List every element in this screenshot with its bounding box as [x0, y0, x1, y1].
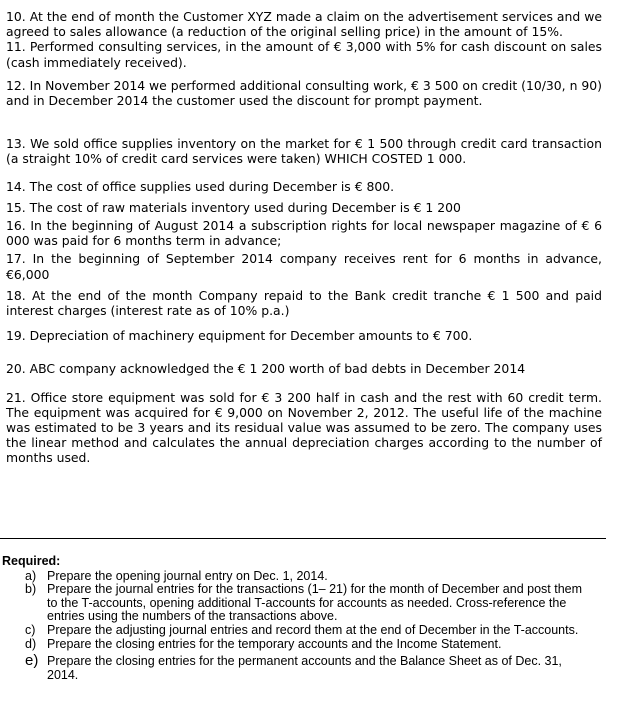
transaction-19: 19. Depreciation of machinery equipment for December amounts to € 700.: [6, 328, 473, 344]
required-item-a: [2, 570, 602, 584]
required-item-d: [2, 638, 602, 652]
transaction-14: 14. The cost of office supplies used during December is € 800.: [6, 178, 395, 194]
transaction-13: 13. We sold office supplies inventory on the market for € 1 500 through credit card transaction (a straight 10% of credit card services were taken) WHICH COSTED 1 000.: [6, 136, 602, 167]
required-item-text: Prepare the closing entries for the temporary accounts and the Income Statement.: [47, 636, 502, 651]
transaction-list: [6, 9, 602, 466]
transaction-11: 11. Performed consulting services, in the amount of € 3,000 with 5% for cash discount on sales (cash immediately received).: [6, 39, 602, 70]
required-item-letter: e): [25, 652, 39, 670]
transaction-18: 18. At the end of the month Company repaid to the Bank credit tranche € 1 500 and paid interest charges (interest rate as of 10% p.a.): [6, 287, 602, 319]
transaction-16: 16. In the beginning of August 2014 a subscription rights for local newspaper magazine of € 6 000 was paid for 6 months term in advance;: [6, 218, 602, 249]
required-item-letter: a): [25, 568, 37, 583]
required-item-letter: b): [25, 582, 37, 597]
transaction-20: 20. ABC company acknowledged the € 1 200 worth of bad debts in December 2014: [6, 361, 526, 377]
required-item-letter: c): [25, 622, 36, 637]
required-item-letter: d): [25, 636, 37, 651]
required-item-text: Prepare the closing entries for the permanent accounts and the Balance Sheet as of Dec. 31, 2014.: [47, 654, 562, 682]
transaction-15: 15. The cost of raw materials inventory used during December is € 1 200: [6, 199, 461, 215]
required-item-e: [2, 652, 602, 682]
required-item-text: Prepare the adjusting journal entries and record them at the end of December in the T-accounts.: [47, 622, 579, 637]
section-divider: [0, 538, 606, 539]
required-item-b: [2, 583, 602, 624]
transaction-12: 12. In November 2014 we performed additional consulting work, € 3 500 on credit (10/30, n 90) and in December 2014 the customer used the discount for prompt payment.: [6, 77, 602, 109]
transaction-21: 21. Office store equipment was sold for € 3 200 half in cash and the rest with 60 credit term. The equipment was acquired for € 9,000 on November 2, 2012. The useful life of the machine was estimated to be 3 years and its residual value was assumed to be zero. The company uses the linear method and calculates the annual depreciation charges according to the number of months used.: [6, 389, 602, 466]
required-list: [2, 570, 602, 683]
required-item-text: Prepare the journal entries for the transactions (1– 21) for the month of December and post them to the T-accounts, opening additional T-accounts for accounts as needed. Cross-reference the entries using the numbers of the transactions above.: [47, 582, 583, 624]
required-section: [2, 555, 602, 682]
required-item-text: Prepare the opening journal entry on Dec. 1, 2014.: [47, 568, 328, 583]
required-item-c: [2, 624, 602, 638]
transaction-10: 10. At the end of month the Customer XYZ made a claim on the advertisement services and we agreed to sales allowance (a reduction of the original selling price) in the amount of 15%.: [6, 9, 602, 40]
required-heading: Required:: [2, 554, 61, 568]
transaction-17: 17. In the beginning of September 2014 company receives rent for 6 months in advance, €6,000: [6, 251, 602, 282]
